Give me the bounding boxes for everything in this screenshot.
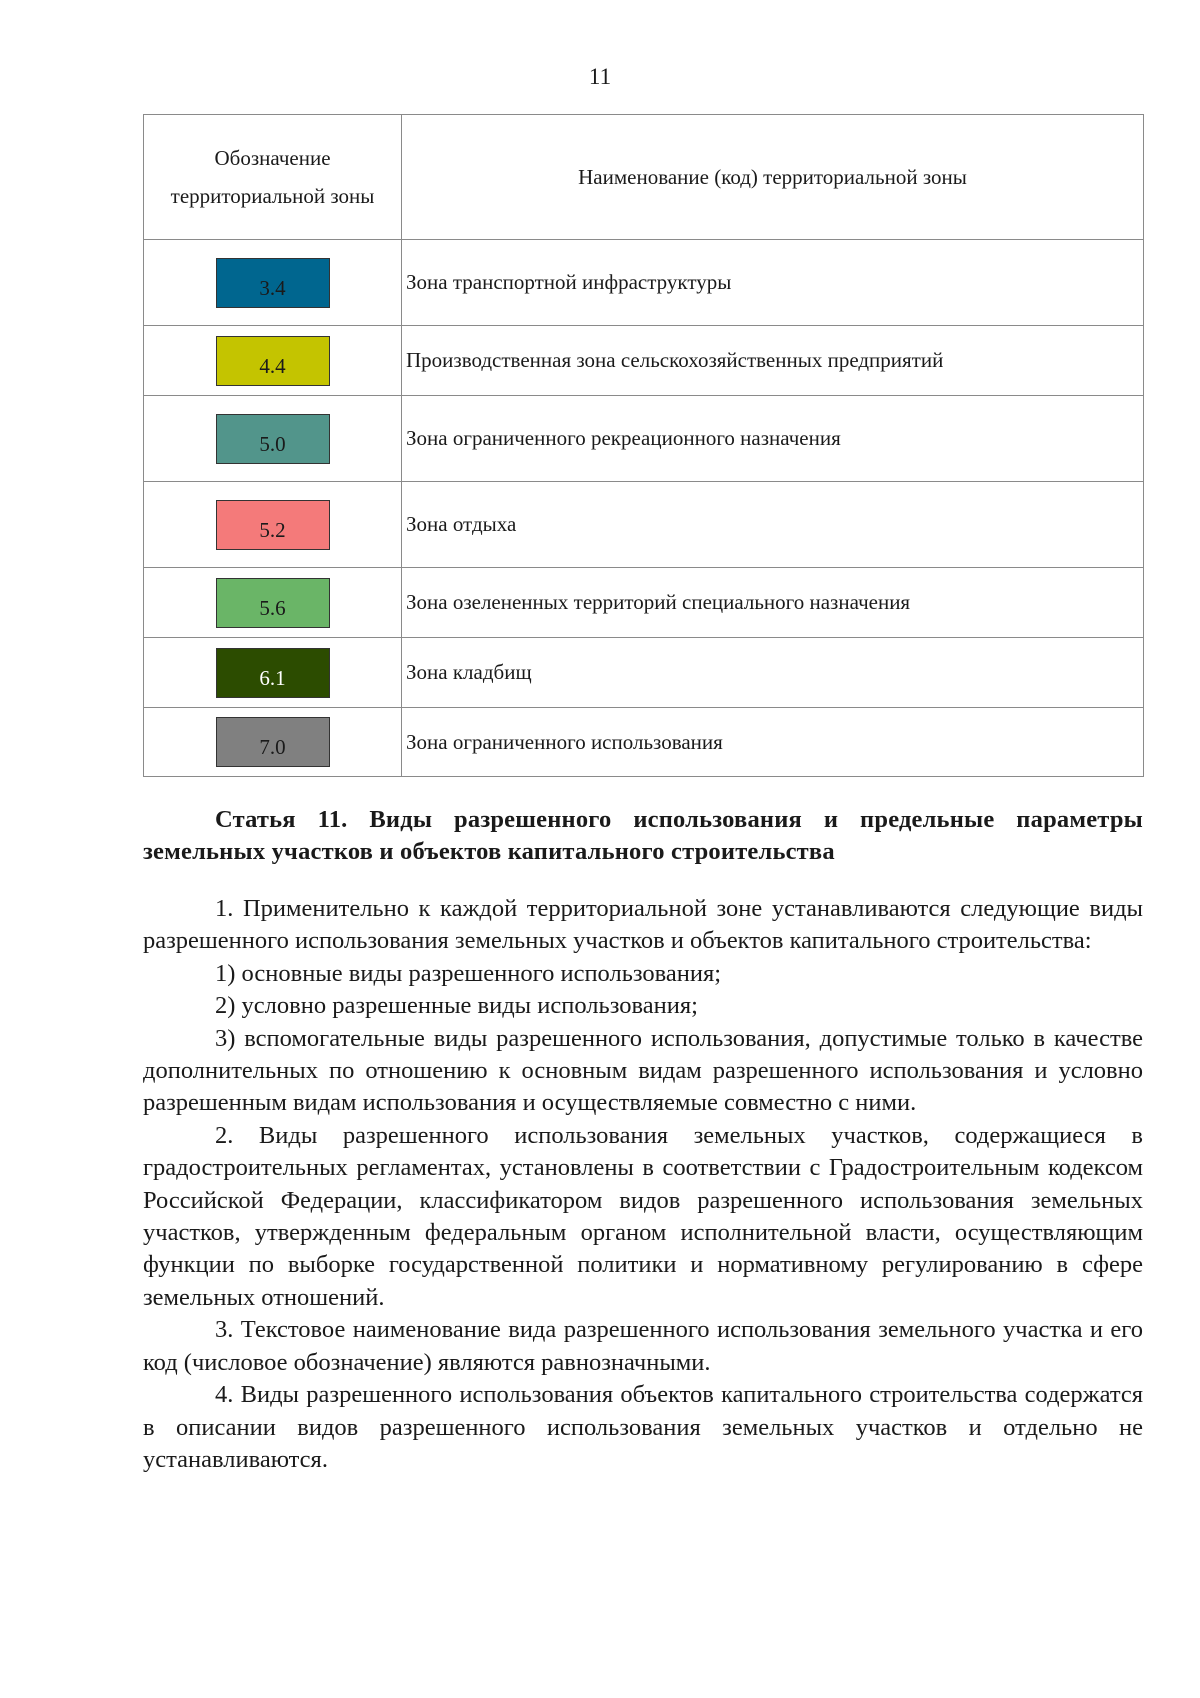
article-body bbox=[143, 893, 1143, 1476]
table-row bbox=[144, 326, 1144, 396]
zone-color-swatch: 7.0 bbox=[216, 717, 330, 767]
table-header-row bbox=[144, 115, 1144, 240]
article-paragraph: 3) вспомогательные виды разрешенного использования, допустимые только в качестве дополнительных по отношению к основным видам разрешенного использования и условно разрешенным видам использования и осуществляемые совместно с ними. bbox=[143, 1024, 1143, 1117]
zone-color-swatch: 6.1 bbox=[216, 648, 330, 698]
zone-color-swatch: 4.4 bbox=[216, 336, 330, 386]
zone-color-swatch: 5.2 bbox=[216, 500, 330, 550]
header-name: Наименование (код) территориальной зоны bbox=[402, 115, 1144, 240]
zone-code-cell bbox=[144, 568, 402, 638]
table-row bbox=[144, 708, 1144, 777]
zone-code-cell bbox=[144, 396, 402, 482]
table-row bbox=[144, 396, 1144, 482]
zone-name-cell: Производственная зона сельскохозяйственных предприятий bbox=[402, 326, 1144, 396]
article-paragraph: 4. Виды разрешенного использования объектов капитального строительства содержатся в описании видов разрешенного использования земельных участков и отдельно не устанавливаются. bbox=[143, 1381, 1143, 1473]
article-paragraph: 2. Виды разрешенного использования земельных участков, содержащиеся в градостроительных регламентах, установлены в соответствии с Градостроительным кодексом Российской Федерации, классификатором видов разрешенного использования земельных участков, утвержденным федеральным органом исполнительной власти, осуществляющим функции по выборке государственной политики и нормативному регулированию в сфере земельных отношений. bbox=[143, 1121, 1143, 1311]
zone-code-cell bbox=[144, 326, 402, 396]
table-row bbox=[144, 638, 1144, 708]
zones-table bbox=[143, 114, 1144, 777]
zone-color-swatch: 3.4 bbox=[216, 258, 330, 308]
table-row bbox=[144, 482, 1144, 568]
zone-name-cell: Зона ограниченного рекреационного назначения bbox=[402, 396, 1144, 482]
article-paragraph: 1. Применительно к каждой территориальной зоне устанавливаются следующие виды разрешенного использования земельных участков и объектов капитального строительства: bbox=[143, 895, 1143, 955]
zone-name-cell: Зона отдыха bbox=[402, 482, 1144, 568]
table-row bbox=[144, 240, 1144, 326]
article-paragraph: 1) основные виды разрешенного использования; bbox=[215, 959, 722, 987]
page-number: 11 bbox=[588, 64, 612, 89]
header-code: Обозначение территориальной зоны bbox=[144, 115, 402, 240]
zone-code-cell bbox=[144, 240, 402, 326]
article-paragraph: 3. Текстовое наименование вида разрешенного использования земельного участка и его код (числовое обозначение) являются равнозначными. bbox=[143, 1316, 1143, 1376]
zone-name-cell: Зона озелененных территорий специального назначения bbox=[402, 568, 1144, 638]
zone-color-swatch: 5.0 bbox=[216, 414, 330, 464]
zone-name-cell: Зона ограниченного использования bbox=[402, 708, 1144, 777]
article-title: Статья 11. Виды разрешенного использования и предельные параметры земельных участков и объектов капитального строительства bbox=[143, 806, 1143, 865]
zone-code-cell bbox=[144, 708, 402, 777]
table-row bbox=[144, 568, 1144, 638]
article-paragraph: 2) условно разрешенные виды использования; bbox=[215, 992, 698, 1020]
zone-code-cell bbox=[144, 482, 402, 568]
zone-color-swatch: 5.6 bbox=[216, 578, 330, 628]
zone-code-cell bbox=[144, 638, 402, 708]
zone-name-cell: Зона транспортной инфраструктуры bbox=[402, 240, 1144, 326]
zone-name-cell: Зона кладбищ bbox=[402, 638, 1144, 708]
zones-table-body bbox=[144, 240, 1144, 777]
